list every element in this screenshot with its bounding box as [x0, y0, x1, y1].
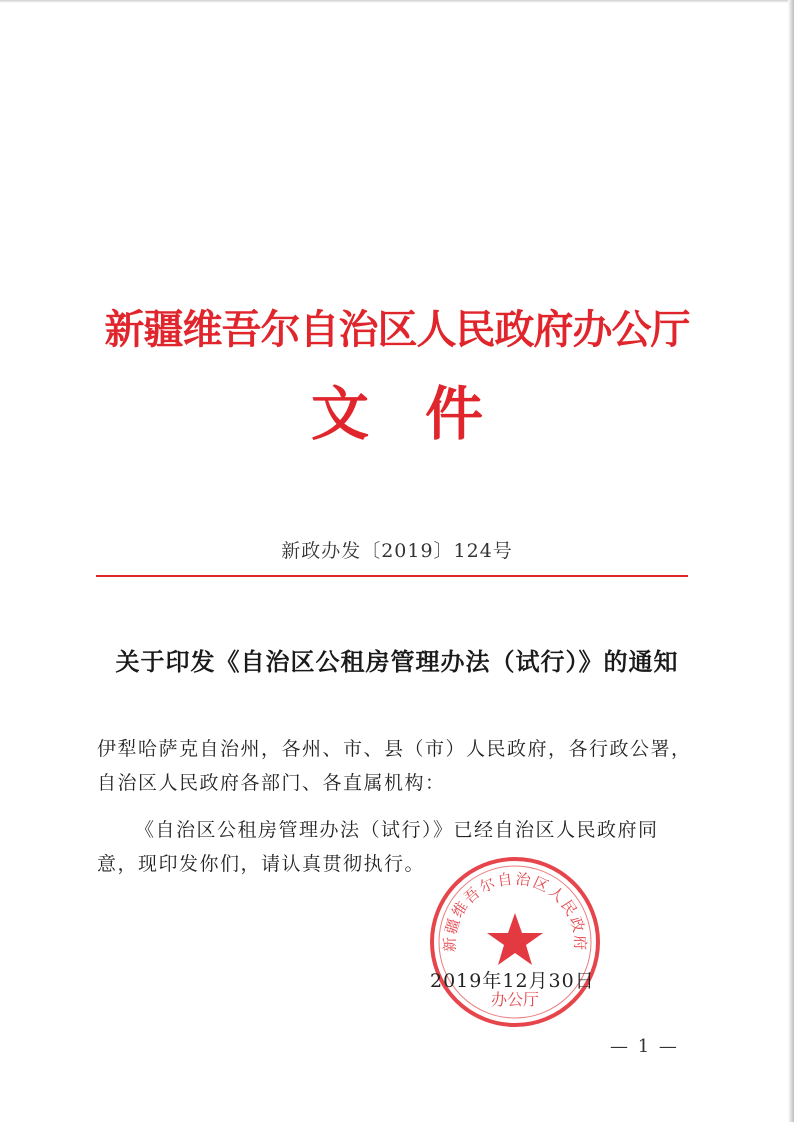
notice-title: 关于印发《自治区公租房管理办法（试行）》的通知: [115, 647, 679, 676]
red-separator-line: [96, 575, 688, 577]
document-number: 新政办发〔2019〕124号: [281, 540, 513, 562]
document-type-char-1: 文: [310, 380, 369, 448]
issue-date: 2019年12月30日: [430, 970, 595, 992]
scan-edge-top: [0, 0, 794, 3]
recipients-text: 伊犁哈萨克自治州，各州、市、县（市）人民政府，各行政公署，自治区人民政府各部门、各直属机构：: [97, 738, 692, 794]
seal-text-top: 新疆维吾尔自治区人民政府: [440, 869, 590, 953]
official-seal-stamp: [428, 855, 602, 1029]
seal-text-bottom: 办公厅: [490, 990, 540, 1009]
seal-star-icon: [487, 913, 543, 965]
issuing-organization: 新疆维吾尔自治区人民政府办公厅: [104, 306, 690, 353]
page-number: — 1 —: [610, 1036, 679, 1057]
body-paragraph: 《自治区公租房管理办法（试行）》已经自治区人民政府同意，现印发你们，请认真贯彻执行。: [97, 819, 659, 875]
document-type-heading: [0, 378, 794, 450]
document-type-char-2: 件: [425, 380, 484, 448]
